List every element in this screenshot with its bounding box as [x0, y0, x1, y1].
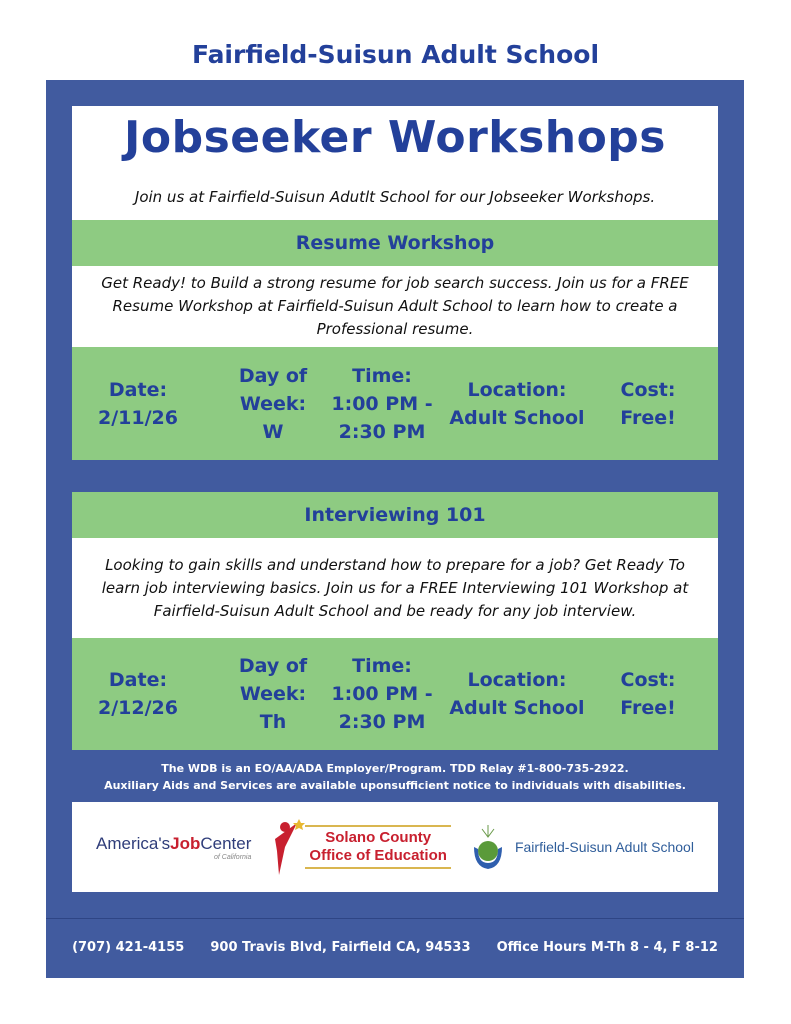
- date-cell: [72, 376, 204, 432]
- workshop-description: Looking to gain skills and understand how to prepare for a job? Get Ready To learn job interviewing basics. Join us for a FREE Interviewing 101 Workshop at Fairfield-Suisun Adult School and be ready for any job interview.: [72, 538, 718, 638]
- location-cell: [442, 666, 592, 722]
- fsas-logo: [471, 823, 694, 871]
- time-label: Time:: [352, 655, 412, 677]
- footer-hours: Office Hours M-Th 8 - 4, F 8-12: [496, 940, 718, 955]
- location-label: Location:: [467, 378, 567, 401]
- cost-value: Free!: [620, 406, 676, 429]
- star-figure-icon: [271, 817, 305, 877]
- day-value: Th: [259, 711, 287, 733]
- footer-address: 900 Travis Blvd, Fairfield CA, 94533: [210, 940, 471, 955]
- logo-text: Job: [170, 833, 201, 853]
- cost-value: Free!: [620, 697, 676, 719]
- cost-cell: [608, 376, 688, 432]
- cost-label: Cost:: [620, 669, 676, 691]
- wdb-notice: [72, 760, 718, 794]
- workshop-details: [72, 638, 718, 750]
- day-cell: [234, 362, 312, 446]
- wdb-line: Auxiliary Aids and Services are available uponsufficient notice to individuals with disabilities.: [104, 779, 686, 792]
- location-cell: [442, 376, 592, 432]
- date-label: Date:: [108, 378, 168, 401]
- wdb-line: The WDB is an EO/AA/ADA Employer/Program. TDD Relay #1-800-735-2922.: [161, 762, 629, 775]
- date-label: Date:: [108, 669, 168, 691]
- logo-text: Fairfield-Suisun Adult School: [514, 839, 694, 855]
- footer-divider: [46, 918, 744, 919]
- hands-globe-icon: [471, 823, 505, 871]
- location-label: Location:: [467, 669, 567, 691]
- org-title: Fairfield-Suisun Adult School: [191, 40, 600, 69]
- time-label: Time:: [352, 364, 412, 387]
- day-value: W: [262, 420, 284, 443]
- time-value: 1:00 PM - 2:30 PM: [331, 683, 433, 733]
- workshop-description: Get Ready! to Build a strong resume for job search success. Join us for a FREE Resume Workshop at Fairfield-Suisun Adult School to learn how to create a Professional resume.: [72, 266, 718, 347]
- time-cell: [322, 652, 442, 736]
- intro-text: Join us at Fairfield-Suisun Adutlt School for our Jobseeker Workshops.: [134, 188, 656, 206]
- day-label: Day of Week:: [238, 655, 308, 705]
- logo-text: Center: [200, 833, 252, 853]
- logo-text: of California: [214, 853, 252, 861]
- footer-phone: (707) 421-4155: [72, 940, 185, 955]
- logo-text: Office of Education: [309, 847, 447, 864]
- time-value: 1:00 PM - 2:30 PM: [331, 392, 433, 443]
- date-value: 2/12/26: [98, 697, 178, 719]
- americas-job-center-logo: [96, 834, 251, 861]
- location-value: Adult School: [449, 406, 585, 429]
- date-value: 2/11/26: [98, 406, 178, 429]
- day-label: Day of Week:: [238, 364, 308, 415]
- cost-cell: [608, 666, 688, 722]
- time-cell: [322, 362, 442, 446]
- solano-county-logo: [271, 817, 451, 877]
- page-title: Jobseeker Workshops: [124, 112, 666, 163]
- cost-label: Cost:: [620, 378, 676, 401]
- workshop-heading: Resume Workshop: [72, 220, 718, 266]
- workshop-heading: Interviewing 101: [72, 492, 718, 538]
- workshop-details: [72, 347, 718, 460]
- location-value: Adult School: [449, 697, 585, 719]
- footer-contact: [46, 940, 744, 955]
- date-cell: [72, 666, 204, 722]
- logo-text: America's: [96, 833, 171, 853]
- day-cell: [234, 652, 312, 736]
- partner-logos: [72, 802, 718, 892]
- logo-text: Solano County: [325, 829, 432, 846]
